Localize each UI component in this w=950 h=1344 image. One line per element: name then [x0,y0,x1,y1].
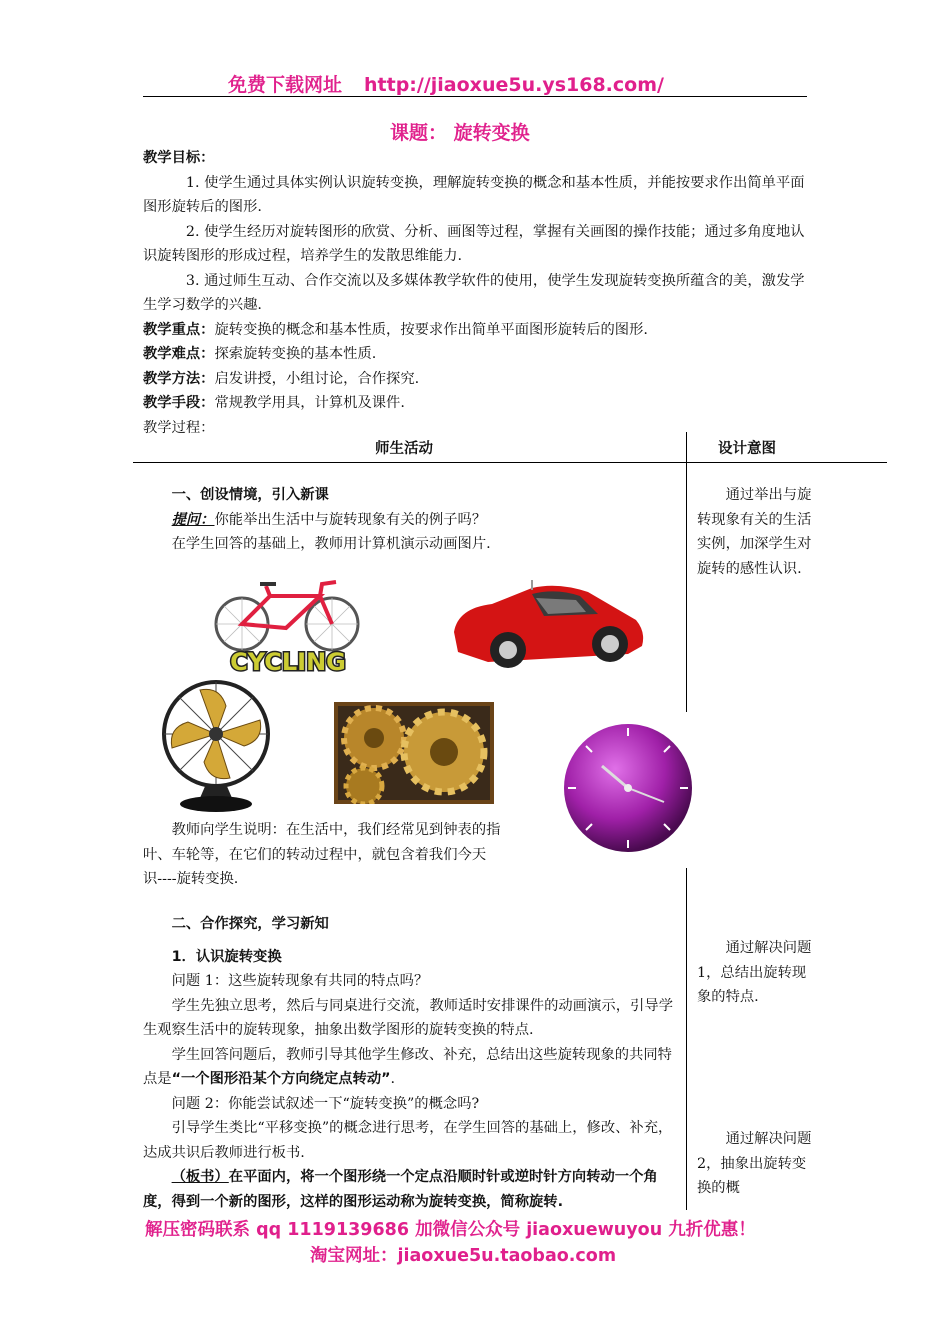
objectives-heading: 教学目标： [143,150,215,166]
page-title: 课题： 旋转变换 [390,122,530,144]
side-note-text: 通过解决问题 1，总结出旋转现象的特点. [697,940,812,1005]
paragraph-2-emphasis: “一个图形沿某个方向绕定点转动” [171,1071,391,1087]
table-col2-header: 设计意图 [718,441,776,457]
field-label: 教学手段： [143,395,215,411]
field-label: 教学难点： [143,346,215,362]
explain-line: 教师向学生说明：在生活中，我们经常见到钟表的指 [171,822,501,838]
field-difficulty [143,342,807,367]
section1-side-note [697,483,815,581]
field-value: 探索旋转变换的基本性质. [214,346,377,362]
footer-line1: 解压密码联系 qq 1119139686 加微信公众号 jiaoxuewuyou 九折优惠！ [145,1220,756,1240]
red-car-image [448,580,648,680]
section2-side-note-2 [697,1127,815,1201]
field-label: 教学方法： [143,370,215,387]
field-value: 常规教学用具，计算机及课件. [214,395,405,411]
paragraph-1: 学生先独立思考，然后与同桌进行交流，教师适时安排课件的动画演示，引导学生观察生活中的旋转现象，抽象出数学图形的旋转变换的特点. [143,997,673,1038]
footer-line2[interactable]: 淘宝网址：jiaoxue5u.taobao.com [310,1246,617,1266]
objective-1: 1. 使学生通过具体实例认识旋转变换，理解旋转变换的概念和基本性质，并能按要求作出简单平面图形旋转后的图形. [143,174,805,215]
paragraph-2 [143,1043,673,1092]
column-divider-bottom [686,868,687,1210]
header-label: 免费下载网址 [228,74,343,96]
objective-2: 2. 使学生经历对旋转图形的欣赏、分析、画图等过程，掌握有关画图的操作技能；通过多角度地认识旋转图形的形成过程，培养学生的发散思维能力. [143,223,805,264]
paragraph-2-text: 学生回答问题后，教师引导其他学生修改、补充，总结出这些旋转现象的共同特点是 [143,1046,672,1087]
field-value: 旋转变换的概念和基本性质，按要求作出简单平面图形旋转后的图形. [214,321,648,338]
explain-line: 叶、车轮等，在它们的转动过程中，就包含着我们今天 [143,846,487,863]
paragraph-3: 引导学生类比“平移变换”的概念进行思考，在学生回答的基础上，修改、补充，达成共识后教师进行板书. [143,1120,673,1161]
paragraph-2-end: . [390,1071,396,1087]
gears-image [334,702,494,804]
section2 [143,912,673,1214]
field-key-point [143,318,807,343]
bicycle-image [208,578,368,674]
field-label: 教学重点： [143,321,215,338]
board-text: 在平面内，将一个图形绕一个定点沿顺时针或逆时针方向转动一个角度，得到一个新的图形，这样的图形运动称为旋转变换，简称旋转. [143,1169,658,1210]
ask-label: 提问： [171,511,215,528]
objective-3: 3. 通过师生互动、合作交流以及多媒体教学软件的使用，使学生发现旋转变换所蕴含的美，激发学生学习数学的兴趣. [143,272,805,313]
process-label: 教学过程： [143,419,215,436]
fan-image [160,676,276,816]
field-means [143,391,807,416]
table-header-rule [133,462,887,463]
section1-line2: 在学生回答的基础上，教师用计算机演示动画图片. [171,536,491,552]
ask-text: 你能举出生活中与旋转现象有关的例子吗？ [214,511,487,528]
section2-heading: 二、合作探究，学习新知 [171,916,329,932]
clock-image [562,718,696,858]
field-value: 启发讲授，小组讨论，合作探究. [214,370,420,387]
field-method [143,367,807,392]
section1-heading: 一、创设情境，引入新课 [171,487,329,503]
column-divider-top [686,432,687,712]
section2-side-note-1 [697,936,815,1010]
question-1: 问题 1：这些旋转现象有共同的特点吗？ [171,973,429,989]
objectives [143,146,807,440]
table-col1-header: 师生活动 [375,441,433,457]
explain-line: 识----旋转变换. [143,871,239,887]
section2-sub1: 1．认识旋转变换 [171,948,282,965]
side-note-text: 通过举出与旋转现象有关的生活实例，加深学生对旋转的感性认识. [697,487,812,577]
section1-explain [143,818,561,892]
header [228,70,664,97]
header-url[interactable]: http://jiaoxue5u.ys168.com/ [364,74,664,96]
section1 [143,483,673,557]
board-label: （板书） [171,1169,229,1185]
question-2: 问题 2：你能尝试叙述一下“旋转变换”的概念吗? [171,1095,480,1112]
board-note [143,1165,673,1214]
side-note-text: 通过解决问题 2，抽象出旋转变换的概 [697,1131,812,1196]
header-rule [143,96,807,97]
cycling-text: CYCLING [230,648,346,674]
